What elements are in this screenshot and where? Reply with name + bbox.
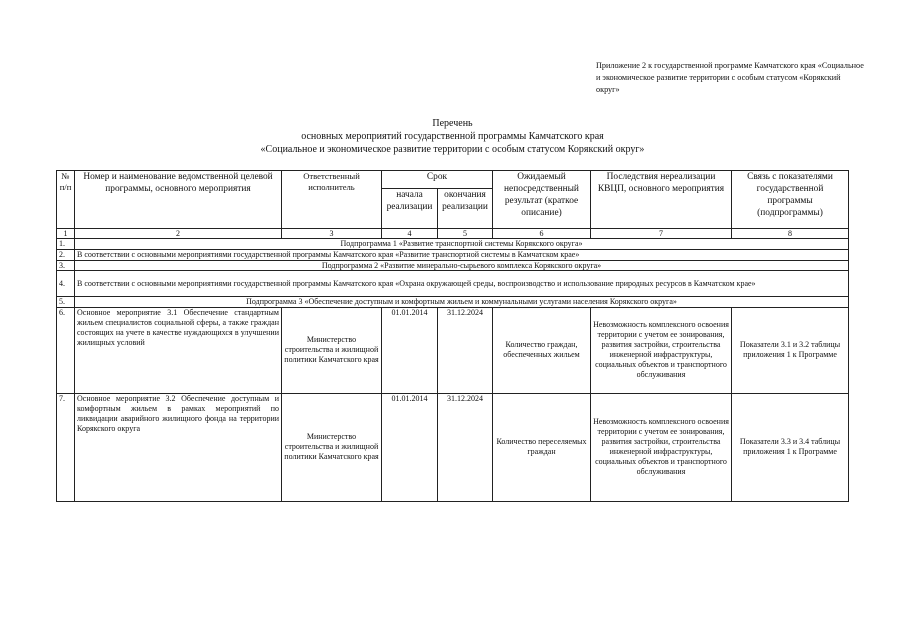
section-num: 3. (57, 260, 75, 271)
activity-result: Количество граждан, обеспеченных жильем (493, 307, 591, 393)
activity-name: Основное мероприятие 3.1 Обеспечение стандартным жильем специалистов социальной сферы, а также граждан состоящих на учете в качестве нуждающихся в улучшении жилищных условий (75, 307, 282, 393)
title-line-1: Перечень (432, 118, 473, 129)
activities-table (56, 170, 849, 502)
col-number-6: 6 (493, 229, 591, 239)
header-start: начала реализации (382, 189, 438, 229)
document-title (0, 117, 905, 156)
section-num: 5. (57, 297, 75, 308)
activity-end: 31.12.2024 (438, 393, 493, 501)
section-title: Подпрограмма 1 «Развитие транспортной системы Корякского округа» (75, 239, 849, 250)
row-num: 6. (57, 307, 75, 393)
appendix-note: Приложение 2 к государственной программе Камчатского края «Социальное и экономическое развитие территории с особым статусом «Корякский округ» (596, 61, 864, 94)
section-title: В соответствии с основными мероприятиями государственной программы Камчатского края «Охрана окружающей среды, воспроизводство и использование природных ресурсов в Камчатском крае» (75, 271, 849, 297)
header-name: Номер и наименование ведомственной целевой программы, основного мероприятия (75, 171, 282, 229)
section-title: Подпрограмма 3 «Обеспечение доступным и комфортным жильем и коммунальными услугами населения Корякского округа» (75, 297, 849, 308)
row-num: 7. (57, 393, 75, 501)
title-line-3: «Социальное и экономическое развитие территории с особым статусом Корякский округ» (260, 144, 645, 155)
col-number-1: 1 (57, 229, 75, 239)
activity-start: 01.01.2014 (382, 393, 438, 501)
header-link: Связь с показателями государственной программы (подпрограммы) (732, 171, 849, 229)
activity-link: Показатели 3.3 и 3.4 таблицы приложения 1 к Программе (732, 393, 849, 501)
col-number-3: 3 (282, 229, 382, 239)
section-title: Подпрограмма 2 «Развитие минерально-сырьевого комплекса Корякского округа» (75, 260, 849, 271)
header-term: Срок (382, 171, 493, 189)
section-num: 4. (57, 271, 75, 297)
activity-executor: Министерство строительства и жилищной политики Камчатского края (282, 393, 382, 501)
section-title: В соответствии с основными мероприятиями государственной программы Камчатского края «Развитие транспортной системы в Камчатском крае» (75, 249, 849, 260)
header-num: № п/п (57, 171, 75, 229)
activity-executor: Министерство строительства и жилищной политики Камчатского края (282, 307, 382, 393)
header-executor: Ответственный исполнитель (282, 171, 382, 229)
activity-start: 01.01.2014 (382, 307, 438, 393)
activity-name: Основное мероприятие 3.2 Обеспечение доступным и комфортным жильем в рамках мероприятий по ликвидации аварийного жилищного фонда на территории Корякского округа (75, 393, 282, 501)
title-line-2: основных мероприятий государственной программы Камчатского края (301, 131, 604, 142)
section-num: 2. (57, 249, 75, 260)
activity-consequences: Невозможность комплексного освоения территории с учетом ее зонирования, развития застройки, строительства инженерной инфраструктуры, социальных объектов и транспортного обслуживания (591, 307, 732, 393)
activity-link: Показатели 3.1 и 3.2 таблицы приложения 1 к Программе (732, 307, 849, 393)
activity-consequences: Невозможность комплексного освоения территории с учетом ее зонирования, развития застройки, строительства инженерной инфраструктуры, социальных объектов и транспортного обслуживания (591, 393, 732, 501)
section-num: 1. (57, 239, 75, 250)
header-result: Ожидаемый непосредственный результат (краткое описание) (493, 171, 591, 229)
col-number-2: 2 (75, 229, 282, 239)
col-number-5: 5 (438, 229, 493, 239)
col-number-4: 4 (382, 229, 438, 239)
col-number-7: 7 (591, 229, 732, 239)
activity-end: 31.12.2024 (438, 307, 493, 393)
header-end: окончания реализации (438, 189, 493, 229)
activity-result: Количество переселяемых граждан (493, 393, 591, 501)
col-number-8: 8 (732, 229, 849, 239)
header-consequences: Последствия нереализации КВЦП, основного мероприятия (591, 171, 732, 229)
